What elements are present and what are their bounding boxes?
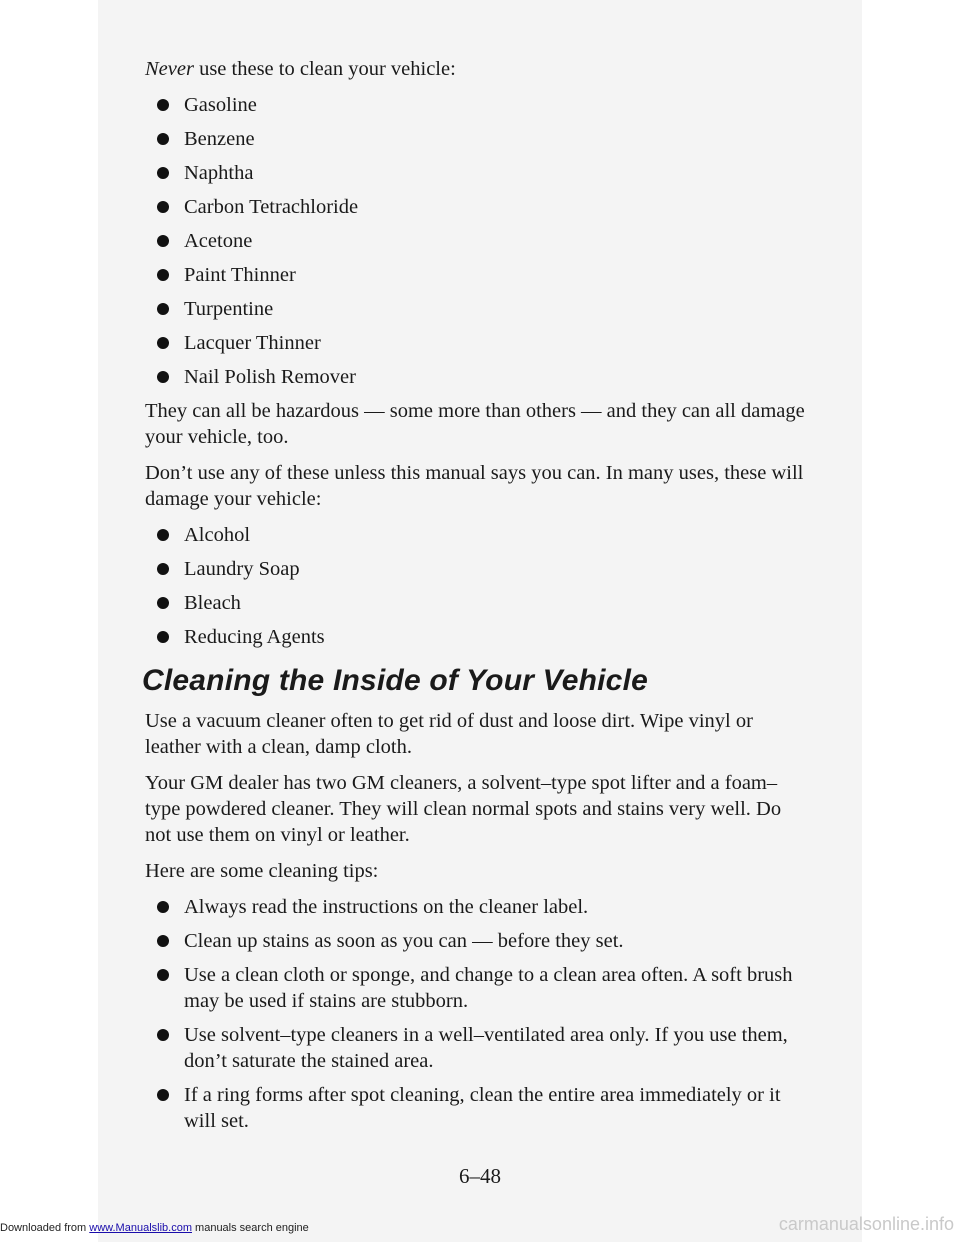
dont-use-list — [145, 522, 805, 650]
list-item: Nail Polish Remover — [184, 364, 805, 390]
page-number: 6–48 — [459, 1164, 501, 1188]
list-item: Lacquer Thinner — [184, 330, 805, 356]
page-content — [142, 56, 805, 1142]
tips-list — [145, 894, 805, 1134]
list-item: Clean up stains as soon as you can — before they set. — [184, 928, 805, 954]
list-item: Use solvent–type cleaners in a well–ventilated area only. If you use them, don’t saturate the stained area. — [184, 1022, 805, 1074]
manualslib-link[interactable]: www.Manualslib.com — [89, 1222, 192, 1234]
tips-intro: Here are some cleaning tips: — [145, 860, 379, 882]
never-intro-text: use these to clean your vehicle: — [193, 58, 456, 80]
hazard-paragraph: They can all be hazardous — some more than others — and they can all damage your vehicle, too. — [145, 400, 805, 448]
list-item: Turpentine — [184, 296, 805, 322]
list-item: Bleach — [184, 590, 805, 616]
list-item: Laundry Soap — [184, 556, 805, 582]
watermark: carmanualsonline.info — [778, 1214, 954, 1234]
footer-suffix: manuals search engine — [191, 1222, 309, 1234]
never-list — [145, 92, 805, 390]
list-item: Naphtha — [184, 160, 805, 186]
never-emphasis: Never — [145, 58, 194, 80]
list-item: Paint Thinner — [184, 262, 805, 288]
list-item: Alcohol — [184, 522, 805, 548]
list-item: If a ring forms after spot cleaning, clean the entire area immediately or it will set. — [184, 1082, 805, 1134]
list-item: Gasoline — [184, 92, 805, 118]
dont-use-paragraph: Don’t use any of these unless this manual says you can. In many uses, these will damage your vehicle: — [145, 462, 804, 510]
never-intro — [145, 56, 805, 82]
list-item: Reducing Agents — [184, 624, 805, 650]
section-heading: Cleaning the Inside of Your Vehicle — [142, 664, 648, 697]
dealer-paragraph: Your GM dealer has two GM cleaners, a solvent–type spot lifter and a foam–type powdered cleaner. They will clean normal spots and stains very well. Do not use them on vinyl or leather. — [145, 772, 782, 846]
list-item: Acetone — [184, 228, 805, 254]
footer-prefix: Downloaded from — [0, 1222, 90, 1234]
vacuum-paragraph: Use a vacuum cleaner often to get rid of dust and loose dirt. Wipe vinyl or leather with a clean, damp cloth. — [145, 710, 753, 758]
list-item: Always read the instructions on the cleaner label. — [184, 894, 805, 920]
list-item: Use a clean cloth or sponge, and change to a clean area often. A soft brush may be used if stains are stubborn. — [184, 962, 805, 1014]
download-footer — [0, 1222, 309, 1234]
list-item: Benzene — [184, 126, 805, 152]
list-item: Carbon Tetrachloride — [184, 194, 805, 220]
